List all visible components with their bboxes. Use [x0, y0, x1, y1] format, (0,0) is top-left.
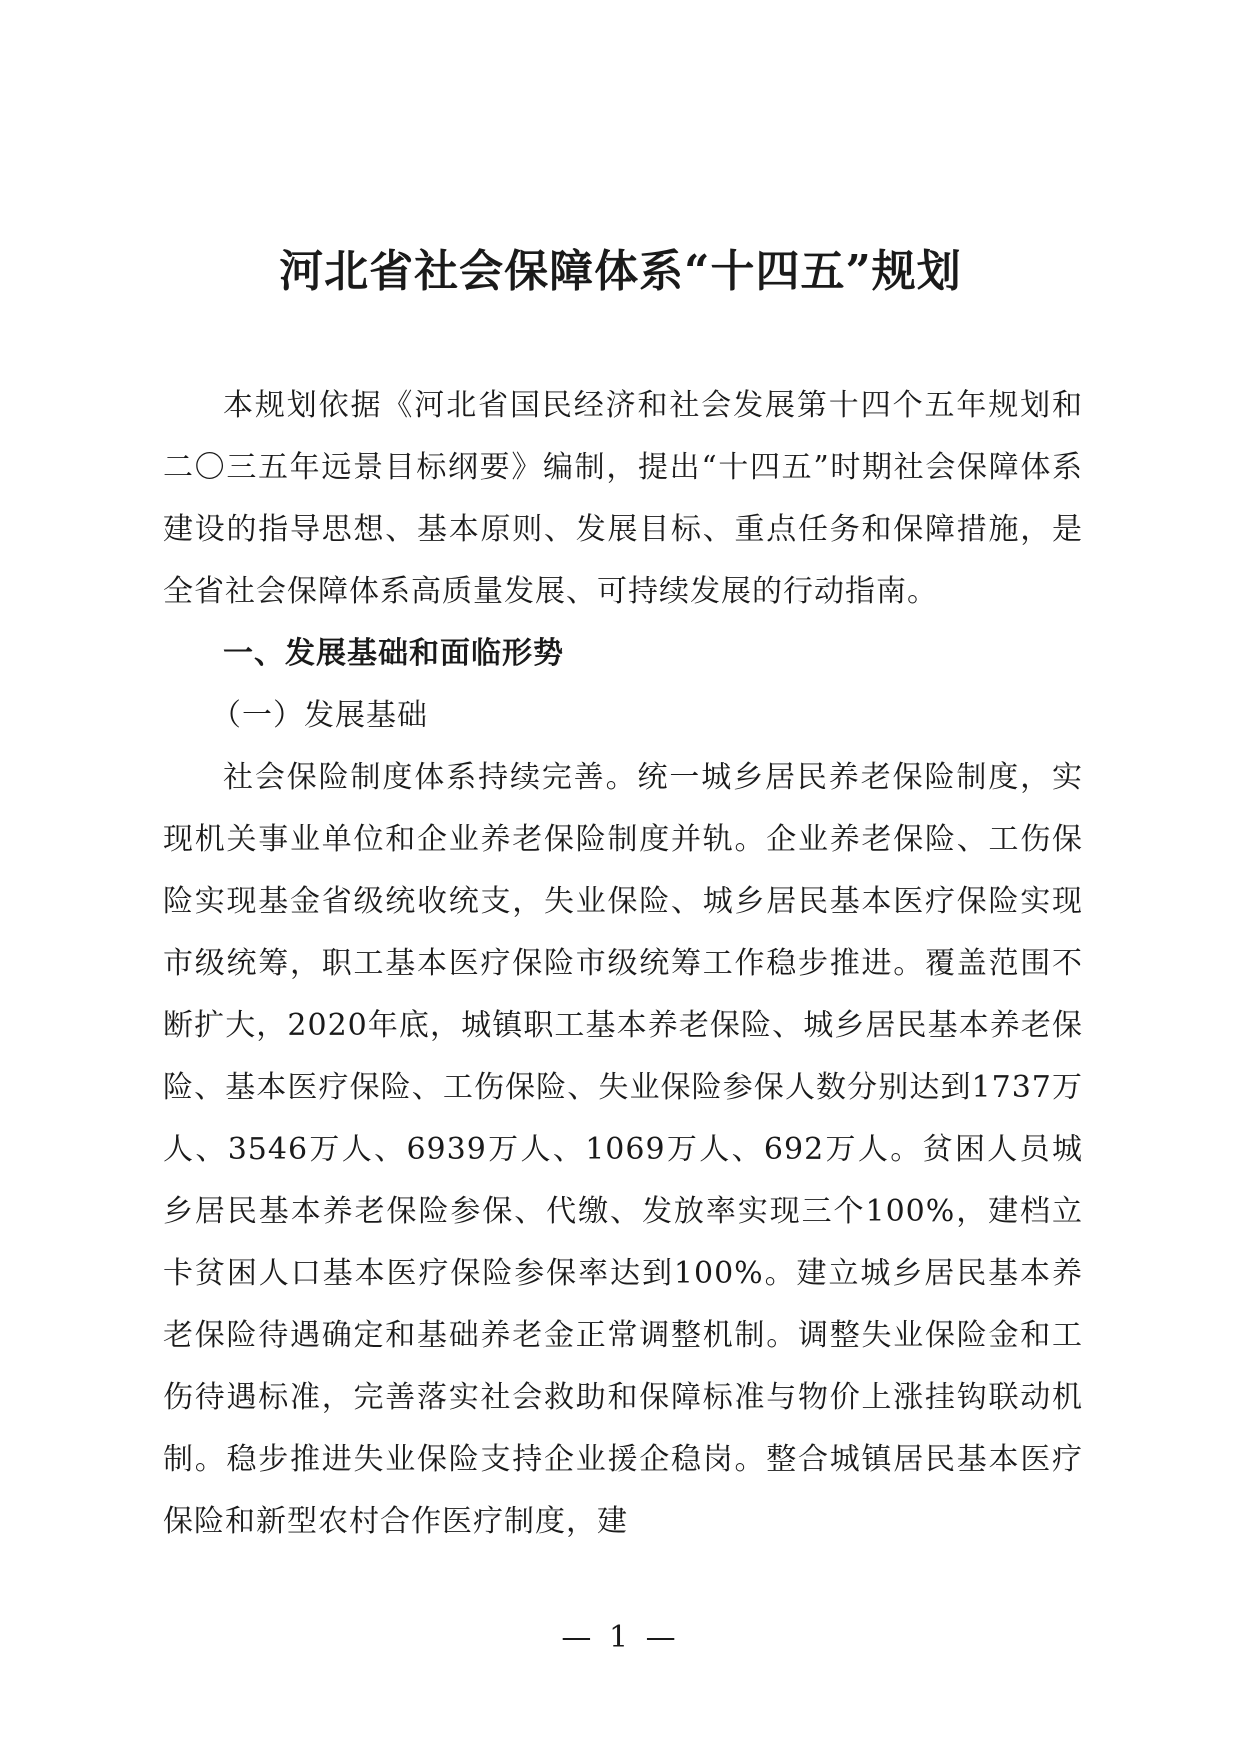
intro-paragraph: 本规划依据《河北省国民经济和社会发展第十四个五年规划和二〇三五年远景目标纲要》编制，提出“十四五”时期社会保障体系建设的指导思想、基本原则、发展目标、重点任务和保障措施，是全省社会保障体系高质量发展、可持续发展的行动指南。: [163, 388, 1083, 609]
subsection-heading: （一）发展基础: [211, 698, 428, 733]
document-title: 河北省社会保障体系“十四五”规划: [279, 246, 962, 297]
document-body: [163, 375, 1083, 1553]
section-heading: 一、发展基础和面临形势: [223, 636, 564, 671]
body-paragraph: 社会保险制度体系持续完善。统一城乡居民养老保险制度，实现机关事业单位和企业养老保险制度并轨。企业养老保险、工伤保险实现基金省级统收统支，失业保险、城乡居民基本医疗保险实现市级统筹，职工基本医疗保险市级统筹工作稳步推进。覆盖范围不断扩大，2020年底，城镇职工基本养老保险、城乡居民基本养老保险、基本医疗保险、工伤保险、失业保险参保人数分别达到1737万人、3546万人、6939万人、1069万人、692万人。贫困人员城乡居民基本养老保险参保、代缴、发放率实现三个100%，建档立卡贫困人口基本医疗保险参保率达到100%。建立城乡居民基本养老保险待遇确定和基础养老金正常调整机制。调整失业保险金和工伤待遇标准，完善落实社会救助和保障标准与物价上涨挂钩联动机制。稳步推进失业保险支持企业援企稳岗。整合城镇居民基本医疗保险和新型农村合作医疗制度，建: [163, 760, 1083, 1539]
page-number: — 1 —: [561, 1620, 680, 1655]
